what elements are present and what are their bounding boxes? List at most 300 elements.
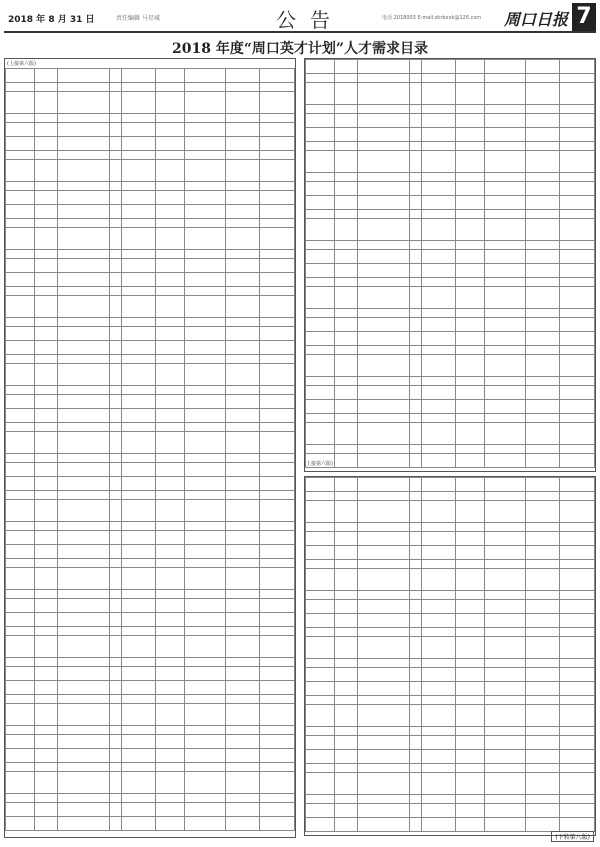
table-cell bbox=[306, 727, 335, 736]
table-cell bbox=[358, 332, 410, 346]
table-row bbox=[6, 667, 295, 681]
table-cell bbox=[6, 627, 35, 636]
table-cell bbox=[306, 628, 335, 637]
table-cell bbox=[525, 264, 560, 278]
table-cell bbox=[421, 804, 456, 818]
table-cell bbox=[525, 492, 560, 501]
table-cell bbox=[525, 309, 560, 318]
table-cell bbox=[121, 395, 156, 409]
table-cell bbox=[421, 501, 456, 523]
table-cell bbox=[225, 341, 260, 355]
table-cell bbox=[358, 659, 410, 668]
table-cell bbox=[456, 83, 485, 105]
table-cell bbox=[560, 278, 595, 287]
table-cell bbox=[410, 569, 422, 591]
table-row bbox=[306, 355, 595, 377]
table-row bbox=[306, 600, 595, 614]
table-cell bbox=[121, 273, 156, 287]
table-cell bbox=[260, 599, 295, 613]
table-row bbox=[306, 114, 595, 128]
table-cell bbox=[421, 764, 456, 773]
table-cell bbox=[334, 386, 357, 400]
table-cell bbox=[185, 228, 225, 250]
table-cell bbox=[260, 151, 295, 160]
table-cell bbox=[456, 386, 485, 400]
table-cell bbox=[560, 114, 595, 128]
table-cell bbox=[485, 637, 525, 659]
table-row bbox=[6, 454, 295, 463]
table-cell bbox=[421, 309, 456, 318]
table-cell bbox=[260, 318, 295, 327]
table-cell bbox=[306, 250, 335, 264]
table-cell bbox=[185, 794, 225, 803]
table-cell bbox=[525, 668, 560, 682]
table-cell bbox=[156, 92, 185, 114]
table-cell bbox=[334, 182, 357, 196]
table-row bbox=[306, 414, 595, 423]
table-cell bbox=[358, 196, 410, 210]
table-cell bbox=[421, 492, 456, 501]
table-cell bbox=[58, 205, 110, 219]
table-cell bbox=[121, 500, 156, 522]
table-row bbox=[306, 151, 595, 173]
table-cell bbox=[225, 114, 260, 123]
table-cell bbox=[306, 773, 335, 795]
table-cell bbox=[156, 123, 185, 137]
table-cell bbox=[6, 491, 35, 500]
table-row bbox=[6, 772, 295, 794]
table-cell bbox=[358, 445, 410, 454]
table-cell bbox=[421, 400, 456, 414]
table-cell bbox=[456, 377, 485, 386]
table-cell bbox=[58, 794, 110, 803]
table-cell bbox=[58, 817, 110, 831]
table-cell bbox=[525, 569, 560, 591]
table-cell bbox=[225, 704, 260, 726]
table-cell bbox=[6, 794, 35, 803]
table-cell bbox=[421, 128, 456, 142]
table-cell bbox=[34, 318, 57, 327]
table-cell bbox=[560, 210, 595, 219]
table-cell bbox=[121, 92, 156, 114]
table-cell bbox=[225, 137, 260, 151]
continued-from-note: (上接第六版) bbox=[7, 61, 36, 67]
table-cell bbox=[58, 704, 110, 726]
table-cell bbox=[560, 445, 595, 454]
table-cell bbox=[260, 627, 295, 636]
table-cell bbox=[421, 523, 456, 532]
table-cell bbox=[58, 590, 110, 599]
table-cell bbox=[121, 355, 156, 364]
table-row bbox=[306, 804, 595, 818]
table-row bbox=[306, 560, 595, 569]
table-cell bbox=[306, 764, 335, 773]
table-cell bbox=[185, 531, 225, 545]
table-cell bbox=[34, 151, 57, 160]
table-cell bbox=[306, 219, 335, 241]
table-row bbox=[306, 668, 595, 682]
table-cell bbox=[34, 695, 57, 704]
table-cell bbox=[525, 414, 560, 423]
table-row bbox=[6, 636, 295, 658]
table-cell bbox=[525, 332, 560, 346]
table-cell bbox=[421, 355, 456, 377]
table-cell bbox=[421, 659, 456, 668]
table-cell bbox=[156, 658, 185, 667]
table-row bbox=[6, 491, 295, 500]
table-cell bbox=[260, 763, 295, 772]
table-row bbox=[6, 613, 295, 627]
table-cell bbox=[485, 454, 525, 468]
table-cell bbox=[485, 173, 525, 182]
table-row bbox=[6, 500, 295, 522]
table-cell bbox=[58, 341, 110, 355]
table-cell bbox=[334, 355, 357, 377]
table-cell bbox=[225, 749, 260, 763]
table-row bbox=[6, 763, 295, 772]
table-cell bbox=[560, 346, 595, 355]
table-cell bbox=[421, 151, 456, 173]
table-cell bbox=[156, 69, 185, 83]
table-cell bbox=[334, 795, 357, 804]
table-cell bbox=[110, 114, 122, 123]
table-cell bbox=[358, 83, 410, 105]
table-cell bbox=[525, 60, 560, 74]
table-cell bbox=[410, 696, 422, 705]
table-cell bbox=[358, 727, 410, 736]
table-cell bbox=[306, 750, 335, 764]
table-cell bbox=[110, 228, 122, 250]
table-cell bbox=[225, 772, 260, 794]
table-row bbox=[306, 182, 595, 196]
table-cell bbox=[334, 804, 357, 818]
table-cell bbox=[58, 477, 110, 491]
table-cell bbox=[485, 628, 525, 637]
table-cell bbox=[58, 296, 110, 318]
newspaper-logo: 周口日报 bbox=[504, 10, 569, 29]
table-cell bbox=[525, 210, 560, 219]
table-cell bbox=[306, 60, 335, 74]
table-cell bbox=[110, 817, 122, 831]
table-cell bbox=[410, 628, 422, 637]
table-cell bbox=[34, 726, 57, 735]
table-row bbox=[6, 432, 295, 454]
table-cell bbox=[225, 613, 260, 627]
table-cell bbox=[358, 278, 410, 287]
table-cell bbox=[156, 364, 185, 386]
table-row bbox=[6, 590, 295, 599]
table-cell bbox=[560, 173, 595, 182]
table-cell bbox=[410, 346, 422, 355]
table-row bbox=[306, 682, 595, 696]
table-cell bbox=[6, 599, 35, 613]
table-cell bbox=[185, 137, 225, 151]
table-cell bbox=[485, 750, 525, 764]
table-cell bbox=[485, 250, 525, 264]
table-cell bbox=[421, 287, 456, 309]
table-row bbox=[306, 727, 595, 736]
table-cell bbox=[58, 273, 110, 287]
table-cell bbox=[121, 613, 156, 627]
table-cell bbox=[421, 250, 456, 264]
table-cell bbox=[156, 463, 185, 477]
table-cell bbox=[560, 142, 595, 151]
table-cell bbox=[156, 228, 185, 250]
table-cell bbox=[485, 523, 525, 532]
table-cell bbox=[6, 432, 35, 454]
table-cell bbox=[6, 219, 35, 228]
table-cell bbox=[6, 667, 35, 681]
table-cell bbox=[225, 803, 260, 817]
table-cell bbox=[358, 60, 410, 74]
table-cell bbox=[525, 142, 560, 151]
table-cell bbox=[185, 704, 225, 726]
table-cell bbox=[260, 355, 295, 364]
table-cell bbox=[485, 795, 525, 804]
table-cell bbox=[410, 241, 422, 250]
table-cell bbox=[525, 736, 560, 750]
table-cell bbox=[260, 137, 295, 151]
table-cell bbox=[358, 309, 410, 318]
table-cell bbox=[185, 250, 225, 259]
table-cell bbox=[456, 173, 485, 182]
table-cell bbox=[421, 423, 456, 445]
table-cell bbox=[110, 341, 122, 355]
table-cell bbox=[306, 818, 335, 832]
table-cell bbox=[156, 500, 185, 522]
table-cell bbox=[456, 414, 485, 423]
table-cell bbox=[306, 569, 335, 591]
table-cell bbox=[58, 599, 110, 613]
table-row bbox=[6, 318, 295, 327]
table-cell bbox=[34, 205, 57, 219]
table-cell bbox=[34, 545, 57, 559]
table-cell bbox=[6, 205, 35, 219]
table-cell bbox=[525, 773, 560, 795]
table-cell bbox=[185, 500, 225, 522]
table-cell bbox=[410, 105, 422, 114]
table-cell bbox=[456, 668, 485, 682]
table-cell bbox=[110, 259, 122, 273]
table-cell bbox=[306, 523, 335, 532]
table-cell bbox=[410, 142, 422, 151]
table-cell bbox=[6, 531, 35, 545]
table-cell bbox=[185, 92, 225, 114]
table-cell bbox=[185, 545, 225, 559]
table-cell bbox=[110, 287, 122, 296]
table-cell bbox=[34, 83, 57, 92]
table-cell bbox=[421, 219, 456, 241]
table-cell bbox=[334, 705, 357, 727]
table-cell bbox=[121, 695, 156, 704]
editor-line: 责任编辑 马星城 bbox=[116, 15, 160, 22]
table-cell bbox=[525, 386, 560, 400]
table-cell bbox=[156, 627, 185, 636]
table-cell bbox=[334, 546, 357, 560]
table-cell bbox=[34, 137, 57, 151]
table-cell bbox=[110, 191, 122, 205]
table-cell bbox=[421, 795, 456, 804]
table-cell bbox=[334, 83, 357, 105]
table-cell bbox=[185, 83, 225, 92]
table-cell bbox=[306, 532, 335, 546]
table-cell bbox=[525, 764, 560, 773]
table-cell bbox=[34, 463, 57, 477]
table-cell bbox=[156, 341, 185, 355]
table-cell bbox=[260, 817, 295, 831]
table-cell bbox=[225, 454, 260, 463]
table-cell bbox=[485, 309, 525, 318]
table-cell bbox=[260, 296, 295, 318]
table-cell bbox=[225, 531, 260, 545]
table-cell bbox=[34, 114, 57, 123]
demand-table-right-lower bbox=[304, 476, 596, 836]
table-cell bbox=[34, 259, 57, 273]
table-cell bbox=[185, 409, 225, 423]
table-cell bbox=[456, 478, 485, 492]
table-cell bbox=[485, 682, 525, 696]
table-cell bbox=[156, 590, 185, 599]
table-cell bbox=[560, 818, 595, 832]
table-cell bbox=[121, 627, 156, 636]
table-cell bbox=[560, 386, 595, 400]
table-cell bbox=[485, 182, 525, 196]
demand-table-left bbox=[4, 58, 296, 838]
table-cell bbox=[334, 478, 357, 492]
table-cell bbox=[485, 128, 525, 142]
table-cell bbox=[456, 591, 485, 600]
table-cell bbox=[260, 364, 295, 386]
table-cell bbox=[156, 613, 185, 627]
table-cell bbox=[225, 296, 260, 318]
table-cell bbox=[185, 364, 225, 386]
table-cell bbox=[560, 804, 595, 818]
table-cell bbox=[485, 705, 525, 727]
table-cell bbox=[306, 423, 335, 445]
table-cell bbox=[225, 794, 260, 803]
table-cell bbox=[485, 804, 525, 818]
table-cell bbox=[110, 296, 122, 318]
table-cell bbox=[6, 259, 35, 273]
table-cell bbox=[185, 341, 225, 355]
table-cell bbox=[34, 568, 57, 590]
table-cell bbox=[121, 327, 156, 341]
table-cell bbox=[306, 492, 335, 501]
table-cell bbox=[58, 559, 110, 568]
table-cell bbox=[410, 445, 422, 454]
table-row bbox=[306, 278, 595, 287]
table-cell bbox=[560, 546, 595, 560]
table-cell bbox=[306, 332, 335, 346]
table-cell bbox=[121, 341, 156, 355]
table-cell bbox=[121, 735, 156, 749]
table-cell bbox=[334, 264, 357, 278]
table-cell bbox=[358, 628, 410, 637]
table-cell bbox=[485, 264, 525, 278]
table-cell bbox=[185, 318, 225, 327]
table-cell bbox=[34, 803, 57, 817]
table-cell bbox=[456, 501, 485, 523]
table-cell bbox=[358, 804, 410, 818]
table-cell bbox=[306, 600, 335, 614]
table-cell bbox=[525, 219, 560, 241]
table-cell bbox=[260, 250, 295, 259]
table-cell bbox=[410, 60, 422, 74]
table-cell bbox=[456, 210, 485, 219]
table-cell bbox=[421, 278, 456, 287]
table-cell bbox=[410, 600, 422, 614]
table-cell bbox=[110, 794, 122, 803]
table-cell bbox=[334, 696, 357, 705]
table-cell bbox=[6, 137, 35, 151]
table-cell bbox=[110, 160, 122, 182]
table-cell bbox=[358, 182, 410, 196]
table-row bbox=[6, 599, 295, 613]
table-row bbox=[6, 287, 295, 296]
table-cell bbox=[456, 219, 485, 241]
table-cell bbox=[6, 83, 35, 92]
table-cell bbox=[410, 478, 422, 492]
table-row bbox=[306, 241, 595, 250]
table-cell bbox=[6, 395, 35, 409]
table-cell bbox=[6, 522, 35, 531]
table-cell bbox=[110, 568, 122, 590]
table-cell bbox=[358, 492, 410, 501]
table-cell bbox=[110, 681, 122, 695]
table-cell bbox=[560, 454, 595, 468]
table-cell bbox=[225, 409, 260, 423]
table-cell bbox=[110, 590, 122, 599]
table-cell bbox=[485, 600, 525, 614]
table-row bbox=[6, 395, 295, 409]
table-cell bbox=[225, 92, 260, 114]
table-cell bbox=[485, 278, 525, 287]
table-cell bbox=[185, 69, 225, 83]
table-cell bbox=[260, 803, 295, 817]
table-cell bbox=[225, 355, 260, 364]
table-cell bbox=[110, 522, 122, 531]
table-row bbox=[306, 591, 595, 600]
table-row bbox=[306, 332, 595, 346]
table-cell bbox=[156, 287, 185, 296]
table-cell bbox=[34, 749, 57, 763]
table-cell bbox=[334, 445, 357, 454]
table-cell bbox=[560, 264, 595, 278]
table-cell bbox=[334, 569, 357, 591]
table-cell bbox=[225, 395, 260, 409]
table-cell bbox=[185, 695, 225, 704]
table-row bbox=[306, 532, 595, 546]
table-cell bbox=[156, 794, 185, 803]
table-cell bbox=[456, 151, 485, 173]
table-cell bbox=[358, 241, 410, 250]
table-cell bbox=[456, 196, 485, 210]
table-cell bbox=[185, 219, 225, 228]
table-cell bbox=[58, 454, 110, 463]
table-cell bbox=[410, 400, 422, 414]
masthead bbox=[4, 3, 596, 33]
table-cell bbox=[525, 478, 560, 492]
table-row bbox=[6, 794, 295, 803]
table-cell bbox=[560, 682, 595, 696]
table-row bbox=[306, 764, 595, 773]
table-cell bbox=[421, 637, 456, 659]
table-cell bbox=[306, 105, 335, 114]
table-cell bbox=[410, 727, 422, 736]
table-cell bbox=[34, 613, 57, 627]
table-cell bbox=[560, 501, 595, 523]
table-cell bbox=[358, 591, 410, 600]
